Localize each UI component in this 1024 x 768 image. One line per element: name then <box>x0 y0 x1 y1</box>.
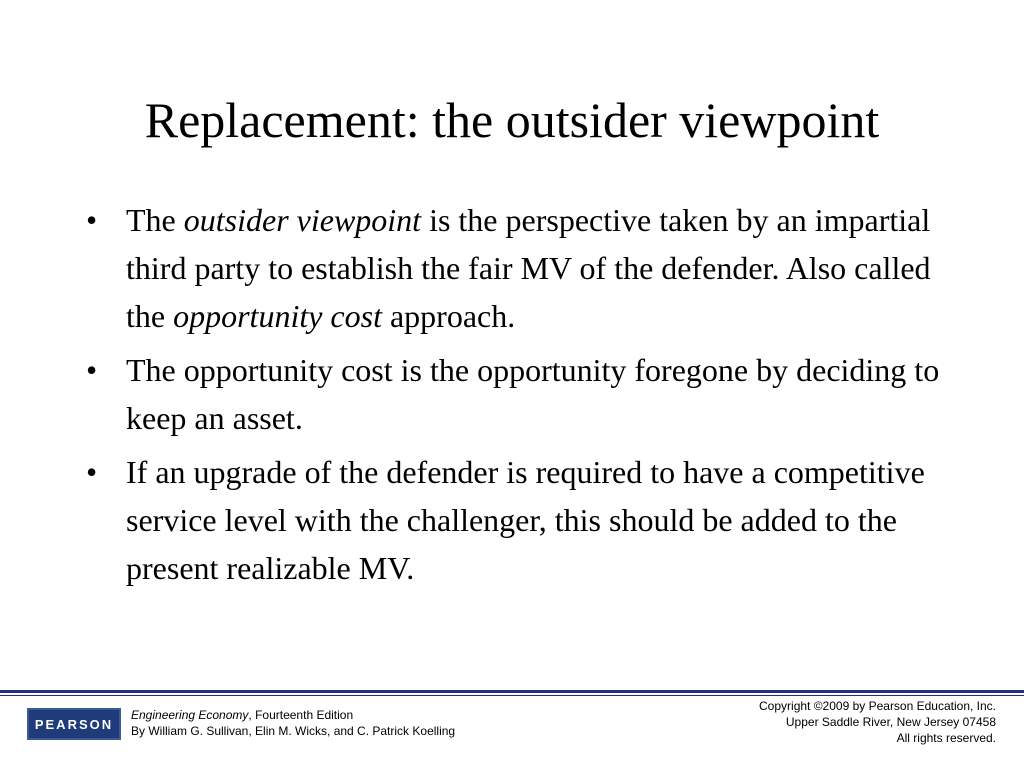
book-edition: , Fourteenth Edition <box>248 708 354 722</box>
book-title: Engineering Economy <box>131 708 249 722</box>
bullet-item <box>86 448 946 592</box>
book-credit <box>131 707 455 739</box>
book-authors: By William G. Sullivan, Elin M. Wicks, and C. Patrick Koelling <box>131 724 456 738</box>
bullet-emphasis: opportunity cost <box>173 298 382 334</box>
bullet-marker: • <box>86 352 98 388</box>
bullet-item <box>86 346 946 442</box>
footer-divider-thin <box>0 695 1024 696</box>
bullet-text: The opportunity cost is the opportunity foregone by deciding to keep an asset. <box>126 352 940 436</box>
pearson-logo: PEARSON <box>27 708 121 740</box>
footer-divider <box>0 690 1024 693</box>
bullet-text: The <box>126 202 184 238</box>
rights-reserved: All rights reserved. <box>896 731 996 745</box>
bullet-marker: • <box>86 202 98 238</box>
slide-title: Replacement: the outsider viewpoint <box>144 92 880 148</box>
bullet-text: is the perspective taken by an impartial third party to establish the fair MV of the defender. Also called the <box>126 202 931 334</box>
bullet-text: If an upgrade of the defender is required to have a competitive service level with the challenger, this should be added to the present realizable MV. <box>126 454 925 586</box>
publisher-address: Upper Saddle River, New Jersey 07458 <box>785 715 996 729</box>
bullet-emphasis: outsider viewpoint <box>183 202 422 238</box>
bullet-text: approach. <box>381 298 516 334</box>
copyright-notice <box>759 698 996 746</box>
bullet-marker: • <box>86 454 98 490</box>
bullet-item <box>86 196 946 340</box>
bullet-list <box>86 196 946 598</box>
book-title-line <box>131 707 455 723</box>
copyright-line: Copyright ©2009 by Pearson Education, Inc. <box>759 699 996 713</box>
